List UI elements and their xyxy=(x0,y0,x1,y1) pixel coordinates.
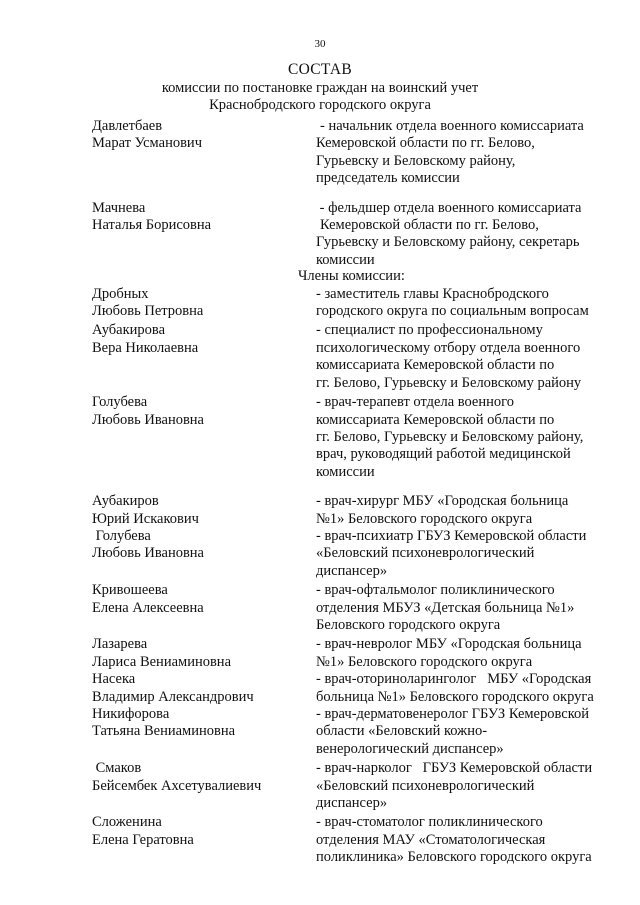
member-surname: Кривошеева xyxy=(92,582,168,599)
role-line: комиссариата Кемеровской области по xyxy=(316,411,555,428)
member-entry xyxy=(92,760,622,812)
member-role xyxy=(316,118,622,188)
member-role xyxy=(316,286,622,321)
member-role xyxy=(316,200,622,270)
member-name xyxy=(92,286,316,321)
role-line: Кемеровской области по гг. Белово, xyxy=(320,217,539,234)
member-given-name: Владимир Александрович xyxy=(92,688,254,705)
member-entry xyxy=(92,322,622,392)
member-role xyxy=(316,671,622,706)
role-line: области «Беловский кожно- xyxy=(316,723,488,740)
member-entry xyxy=(92,636,622,671)
member-role xyxy=(316,582,622,634)
member-given-name: Юрий Искакович xyxy=(92,510,199,527)
members-section-header: Члены комиссии: xyxy=(298,268,405,285)
role-line: - специалист по профессиональному xyxy=(316,322,543,339)
page-number: 30 xyxy=(314,38,326,50)
role-line: №1» Беловского городского округа xyxy=(316,653,533,670)
subtitle-line: Краснобродского городского округа xyxy=(209,97,431,113)
member-entry xyxy=(92,394,622,481)
member-name xyxy=(92,394,316,481)
role-line: венерологический диспансер» xyxy=(316,740,504,757)
member-role xyxy=(316,322,622,392)
role-line: - врач-дерматовенеролог ГБУЗ Кемеровской xyxy=(316,706,590,722)
role-line: диспансер» xyxy=(316,795,388,812)
role-line: гг. Белово, Гурьевску и Беловскому району xyxy=(316,374,582,391)
member-given-name: Любовь Ивановна xyxy=(92,545,204,562)
member-entry-chair xyxy=(92,118,622,188)
member-surname: Давлетбаев xyxy=(92,118,163,134)
role-line: отделения МАУ «Стоматологическая xyxy=(316,831,546,848)
role-line: комиссии xyxy=(316,463,375,480)
role-line: комиссариата Кемеровской области по xyxy=(316,357,555,374)
member-name xyxy=(92,493,316,528)
member-role xyxy=(316,394,622,481)
role-line: - заместитель главы Краснобродского xyxy=(316,285,549,302)
role-line: - врач-оториноларинголог МБУ «Городская xyxy=(316,671,592,688)
role-line: Кемеровской области по гг. Белово, xyxy=(316,135,535,152)
member-name xyxy=(92,528,316,580)
member-name xyxy=(92,322,316,392)
member-name xyxy=(92,671,316,706)
document-subtitle xyxy=(0,80,640,114)
role-line: - врач-офтальмолог поликлинического xyxy=(316,582,555,599)
document-title: СОСТАВ xyxy=(287,61,353,78)
member-given-name: Татьяна Вениаминовна xyxy=(92,723,236,740)
role-line: - врач-терапевт отдела военного xyxy=(316,394,514,411)
role-line: гг. Белово, Гурьевску и Беловскому району, xyxy=(316,428,584,445)
role-line: - фельдшер отдела военного комиссариата xyxy=(316,199,582,216)
role-line: - врач-невролог МБУ «Городская больница xyxy=(316,636,582,653)
role-line: - начальник отдела военного комиссариата xyxy=(320,118,584,134)
member-name xyxy=(92,636,316,671)
member-role xyxy=(316,760,622,812)
member-entry xyxy=(92,493,622,528)
member-name xyxy=(92,814,316,866)
member-given-name: Марат Усманович xyxy=(92,135,202,152)
member-given-name: Наталья Борисовна xyxy=(92,217,212,234)
member-given-name: Любовь Ивановна xyxy=(92,411,204,428)
role-line: городского округа по социальным вопросам xyxy=(316,303,589,320)
role-line: Гурьевску и Беловскому району, xyxy=(316,152,516,169)
role-line: комиссии xyxy=(316,251,375,268)
role-line: - врач-психиатр ГБУЗ Кемеровской области xyxy=(316,527,587,544)
role-line: «Беловский психоневрологический xyxy=(316,545,535,562)
member-surname: Аубакиров xyxy=(92,493,159,510)
role-line: врач, руководящий работой медицинской xyxy=(316,446,571,463)
member-surname: Голубева xyxy=(92,394,148,411)
role-line: диспансер» xyxy=(316,562,388,579)
member-role xyxy=(316,706,622,758)
member-entry xyxy=(92,814,622,866)
member-given-name: Елена Алексеевна xyxy=(92,599,204,616)
member-name xyxy=(92,200,316,270)
member-name xyxy=(92,760,316,812)
member-entry-secretary xyxy=(92,200,622,270)
member-surname: Лазарева xyxy=(92,636,148,653)
role-line: отделения МБУЗ «Детская больница №1» xyxy=(316,599,575,616)
member-name xyxy=(92,706,316,758)
role-line: - врач-стоматолог поликлинического xyxy=(316,814,543,831)
subtitle-line: комиссии по постановке граждан на воинский учет xyxy=(161,80,479,96)
role-line: «Беловский психоневрологический xyxy=(316,777,535,794)
member-surname: Голубева xyxy=(92,527,151,544)
member-surname: Смаков xyxy=(92,760,142,777)
member-entry xyxy=(92,582,622,634)
member-entry xyxy=(92,671,622,706)
member-surname: Насека xyxy=(92,671,136,688)
member-name xyxy=(92,118,316,188)
role-line: психологическому отбору отдела военного xyxy=(316,339,581,356)
member-role xyxy=(316,528,622,580)
role-line: Беловского городского округа xyxy=(316,616,501,633)
member-entry xyxy=(92,286,622,321)
member-given-name: Вера Николаевна xyxy=(92,339,199,356)
member-given-name: Любовь Петровна xyxy=(92,303,204,320)
member-given-name: Лариса Вениаминовна xyxy=(92,653,232,670)
member-surname: Аубакирова xyxy=(92,322,166,339)
role-line: больница №1» Беловского городского округа xyxy=(316,688,594,705)
member-given-name: Елена Гератовна xyxy=(92,831,194,848)
member-given-name: Бейсембек Ахсетувалиевич xyxy=(92,777,262,794)
member-surname: Мачнева xyxy=(92,199,146,216)
member-surname: Сложенина xyxy=(92,814,162,831)
member-entry xyxy=(92,706,622,758)
member-surname: Никифорова xyxy=(92,706,170,722)
member-entry xyxy=(92,528,622,580)
commission-list xyxy=(92,118,622,867)
member-role xyxy=(316,636,622,671)
role-line: председатель комиссии xyxy=(316,170,460,187)
member-surname: Дробных xyxy=(92,285,149,302)
role-line: - врач-хирург МБУ «Городская больница xyxy=(316,493,569,510)
member-role xyxy=(316,493,622,528)
role-line: Гурьевску и Беловскому району, секретарь xyxy=(316,234,580,251)
member-name xyxy=(92,582,316,634)
role-line: - врач-нарколог ГБУЗ Кемеровской области xyxy=(316,760,593,777)
member-role xyxy=(316,814,622,866)
role-line: поликлиника» Беловского городского округа xyxy=(316,849,592,866)
role-line: №1» Беловского городского округа xyxy=(316,510,533,527)
